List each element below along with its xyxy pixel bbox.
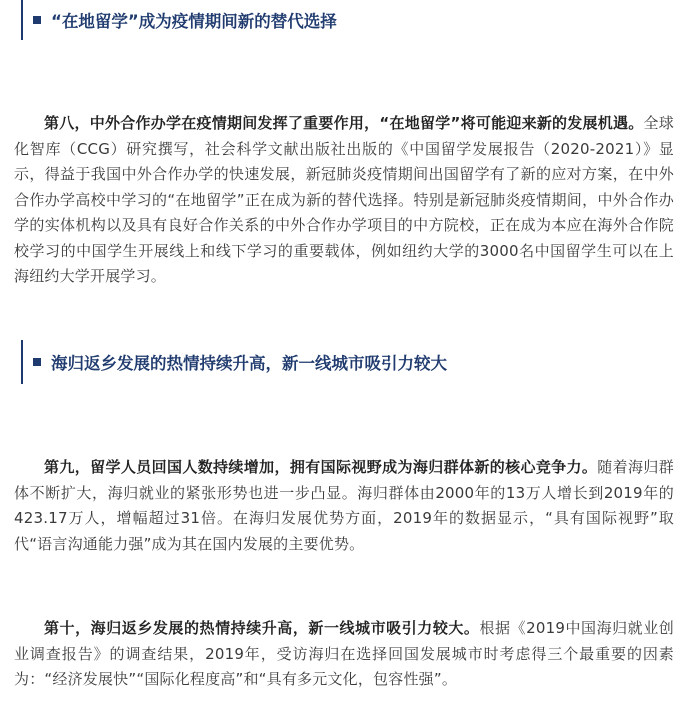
paragraph-lead: 第八，中外合作办学在疫情期间发挥了重要作用，“在地留学”将可能迎来新的发展机遇。 — [44, 114, 644, 132]
paragraph-tenth-point — [14, 616, 674, 693]
section-heading-1 — [21, 0, 671, 40]
paragraph-body: 全球化智库（CCG）研究撰写，社会科学文献出版社出版的《中国留学发展报告（2020-2021）》显示，得益于我国中外合作办学的快速发展，新冠肺炎疫情期间出国留学有了新的应对方案，在中外合作办学高校中学习的“在地留学”正在成为新的替代选择。特别是新冠肺炎疫情期间，中外合作办学的实体机构以及具有良好合作关系的中外合作办学项目的中方院校，正在成为本应在海外合作院校学习的中国学生开展线上和线下学习的重要载体，例如纽约大学的3000名中国留学生可以在上海纽约大学开展学习。 — [14, 114, 674, 285]
section-heading-text: 海归返乡发展的热情持续升高，新一线城市吸引力较大 — [51, 354, 447, 373]
paragraph-eighth-point — [14, 111, 674, 290]
paragraph-body: 根据《2019中国海归就业创业调查报告》的调查结果，2019年，受访海归在选择回国发展城市时考虑得三个最重要的因素为：“经济发展快”“国际化程度高”和“具有多元文化，包容性强”。 — [14, 619, 674, 688]
paragraph-body: 随着海归群体不断扩大，海归就业的紧张形势也进一步凸显。海归群体由2000年的13万人增长到2019年的423.17万人，增幅超过31倍。在海归发展优势方面，2019年的数据显示，“具有国际视野”取代“语言沟通能力强”成为其在国内发展的主要优势。 — [14, 458, 674, 553]
paragraph-ninth-point — [14, 455, 674, 557]
square-bullet-icon — [33, 16, 41, 24]
section-heading-2 — [21, 340, 671, 384]
paragraph-lead: 第十，海归返乡发展的热情持续升高，新一线城市吸引力较大。 — [44, 619, 480, 637]
section-heading-text: “在地留学”成为疫情期间新的替代选择 — [51, 12, 337, 31]
square-bullet-icon — [33, 358, 41, 366]
paragraph-lead: 第九，留学人员回国人数持续增加，拥有国际视野成为海归群体新的核心竞争力。 — [44, 458, 598, 476]
